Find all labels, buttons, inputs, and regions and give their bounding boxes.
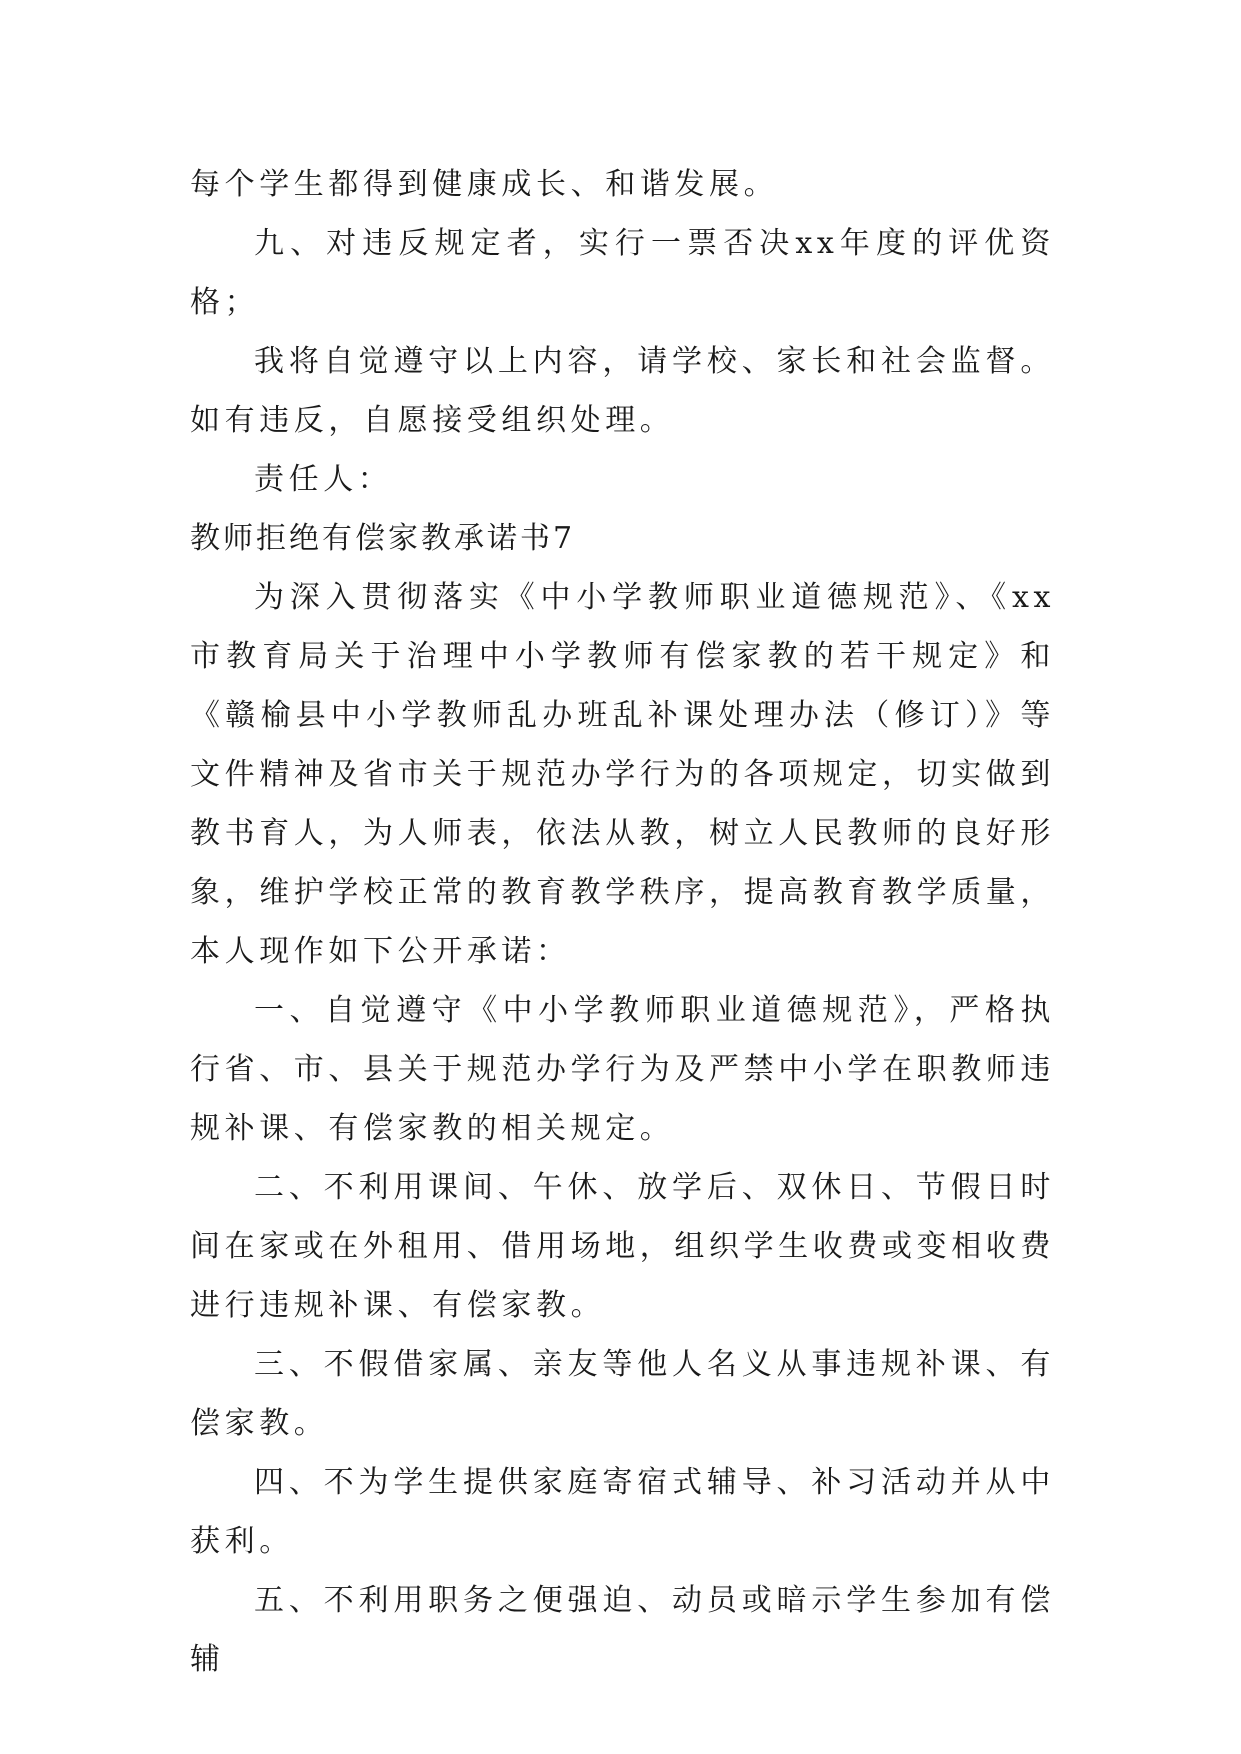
paragraph-item-nine: 九、对违反规定者，实行一票否决xx年度的评优资格； bbox=[190, 226, 1055, 320]
paragraph-pledge: 我将自觉遵守以上内容，请学校、家长和社会监督。如有违反，自愿接受组织处理。 bbox=[190, 344, 1055, 438]
document-body bbox=[190, 155, 1055, 1689]
paragraph-item-five: 五、不利用职务之便强迫、动员或暗示学生参加有偿辅 bbox=[190, 1583, 1055, 1677]
paragraph-responsible-person: 责任人： bbox=[254, 462, 393, 497]
paragraph-item-one: 一、自觉遵守《中小学教师职业道德规范》，严格执行省、市、县关于规范办学行为及严禁中小学在职教师违规补课、有偿家教的相关规定。 bbox=[190, 993, 1055, 1146]
paragraph-item-four: 四、不为学生提供家庭寄宿式辅导、补习活动并从中获利。 bbox=[190, 1465, 1055, 1559]
paragraph-item-two: 二、不利用课间、午休、放学后、双休日、节假日时间在家或在外租用、借用场地，组织学生收费或变相收费进行违规补课、有偿家教。 bbox=[190, 1170, 1055, 1323]
paragraph-growth: 每个学生都得到健康成长、和谐发展。 bbox=[190, 167, 779, 202]
section-title: 教师拒绝有偿家教承诺书7 bbox=[190, 521, 576, 556]
paragraph-intro: 为深入贯彻落实《中小学教师职业道德规范》、《xx市教育局关于治理中小学教师有偿家教的若干规定》和《赣榆县中小学教师乱办班乱补课处理办法（修订）》等文件精神及省市关于规范办学行为的各项规定，切实做到教书育人，为人师表，依法从教，树立人民教师的良好形象，维护学校正常的教育教学秩序，提高教育教学质量，本人现作如下公开承诺： bbox=[190, 580, 1055, 969]
paragraph-item-three: 三、不假借家属、亲友等他人名义从事违规补课、有偿家教。 bbox=[190, 1347, 1055, 1441]
